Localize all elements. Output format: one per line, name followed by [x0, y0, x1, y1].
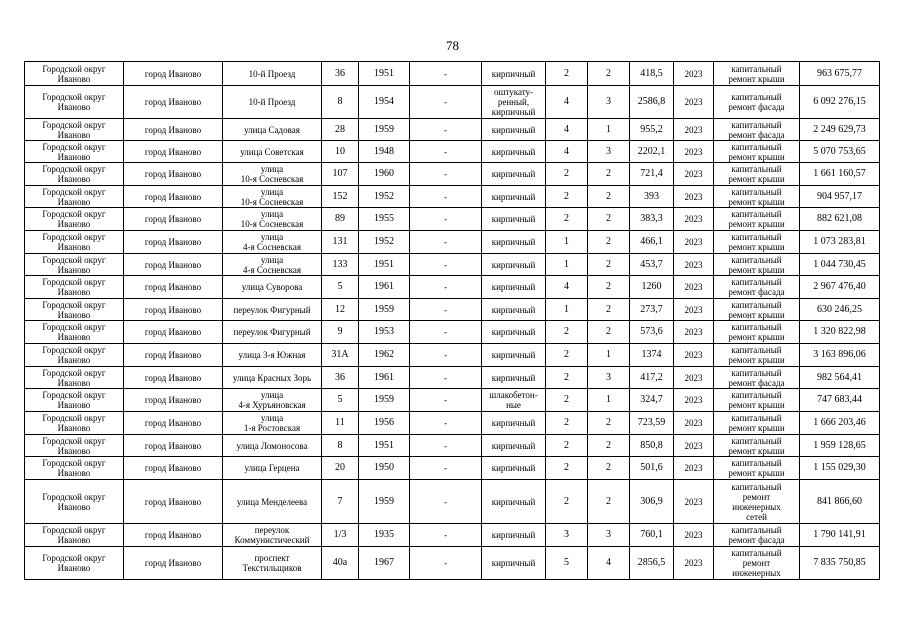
table-row: [25, 547, 880, 580]
plan-year-cell: 2023: [674, 119, 714, 141]
area-cell: 306,9: [630, 480, 674, 524]
city-cell: город Иваново: [124, 186, 223, 208]
street-cell: переулок Фигурный: [223, 299, 322, 321]
cost-cell: 841 866,60: [800, 480, 880, 524]
cost-cell: 1 666 203,46: [800, 412, 880, 435]
city-cell: город Иваново: [124, 231, 223, 254]
dash-cell: -: [410, 547, 482, 580]
house-number-cell: 131: [322, 231, 359, 254]
street-cell: улица Советская: [223, 141, 322, 163]
wall-material-cell: кирпичный: [482, 367, 546, 389]
build-year-cell: 1959: [359, 389, 410, 412]
district-cell: Городской округ Иваново: [25, 163, 124, 186]
district-cell: Городской округ Иваново: [25, 547, 124, 580]
work-type-cell: капитальный ремонт крыши: [714, 299, 800, 321]
table-row: [25, 389, 880, 412]
floors-cell: 4: [546, 86, 588, 119]
plan-year-cell: 2023: [674, 254, 714, 276]
plan-year-cell: 2023: [674, 299, 714, 321]
work-type-cell: капитальный ремонт крыши: [714, 62, 800, 86]
area-cell: 1260: [630, 276, 674, 299]
table-row: [25, 412, 880, 435]
cost-cell: 1 155 029,30: [800, 457, 880, 480]
wall-material-cell: кирпичный: [482, 163, 546, 186]
work-type-cell: капитальный ремонт крыши: [714, 186, 800, 208]
build-year-cell: 1952: [359, 231, 410, 254]
district-cell: Городской округ Иваново: [25, 119, 124, 141]
district-cell: Городской округ Иваново: [25, 367, 124, 389]
cost-cell: 747 683,44: [800, 389, 880, 412]
cost-cell: 5 070 753,65: [800, 141, 880, 163]
district-cell: Городской округ Иваново: [25, 299, 124, 321]
cost-cell: 2 967 476,40: [800, 276, 880, 299]
cost-cell: 1 661 160,57: [800, 163, 880, 186]
entrances-cell: 2: [588, 208, 630, 231]
floors-cell: 4: [546, 141, 588, 163]
floors-cell: 5: [546, 547, 588, 580]
wall-material-cell: кирпичный: [482, 321, 546, 344]
entrances-cell: 3: [588, 141, 630, 163]
house-number-cell: 133: [322, 254, 359, 276]
build-year-cell: 1948: [359, 141, 410, 163]
street-cell: проспект Текстильщиков: [223, 547, 322, 580]
entrances-cell: 2: [588, 435, 630, 457]
dash-cell: -: [410, 435, 482, 457]
wall-material-cell: кирпичный: [482, 62, 546, 86]
street-cell: улица Суворова: [223, 276, 322, 299]
dash-cell: -: [410, 524, 482, 547]
street-cell: улица 4-я Сосневская: [223, 254, 322, 276]
cost-cell: 7 835 750,85: [800, 547, 880, 580]
plan-year-cell: 2023: [674, 480, 714, 524]
table-row: [25, 276, 880, 299]
area-cell: 383,3: [630, 208, 674, 231]
table-row: [25, 62, 880, 86]
cost-cell: 630 246,25: [800, 299, 880, 321]
wall-material-cell: кирпичный: [482, 231, 546, 254]
area-cell: 760,1: [630, 524, 674, 547]
dash-cell: -: [410, 86, 482, 119]
district-cell: Городской округ Иваново: [25, 276, 124, 299]
cost-cell: 982 564,41: [800, 367, 880, 389]
work-type-cell: капитальный ремонт фасада: [714, 276, 800, 299]
street-cell: улица Ломоносова: [223, 435, 322, 457]
entrances-cell: 3: [588, 86, 630, 119]
build-year-cell: 1955: [359, 208, 410, 231]
entrances-cell: 2: [588, 62, 630, 86]
build-year-cell: 1952: [359, 186, 410, 208]
table-row: [25, 435, 880, 457]
entrances-cell: 1: [588, 389, 630, 412]
area-cell: 273,7: [630, 299, 674, 321]
work-type-cell: капитальный ремонт крыши: [714, 141, 800, 163]
plan-year-cell: 2023: [674, 208, 714, 231]
build-year-cell: 1962: [359, 344, 410, 367]
wall-material-cell: кирпичный: [482, 119, 546, 141]
cost-cell: 1 320 822,98: [800, 321, 880, 344]
floors-cell: 2: [546, 344, 588, 367]
floors-cell: 1: [546, 231, 588, 254]
work-type-cell: капитальный ремонт крыши: [714, 231, 800, 254]
house-number-cell: 152: [322, 186, 359, 208]
work-type-cell: капитальный ремонт крыши: [714, 435, 800, 457]
city-cell: город Иваново: [124, 480, 223, 524]
table-row: [25, 119, 880, 141]
city-cell: город Иваново: [124, 367, 223, 389]
table-row: [25, 86, 880, 119]
district-cell: Городской округ Иваново: [25, 62, 124, 86]
build-year-cell: 1959: [359, 480, 410, 524]
floors-cell: 2: [546, 321, 588, 344]
house-number-cell: 89: [322, 208, 359, 231]
plan-year-cell: 2023: [674, 389, 714, 412]
work-type-cell: капитальный ремонт крыши: [714, 321, 800, 344]
area-cell: 721,4: [630, 163, 674, 186]
city-cell: город Иваново: [124, 299, 223, 321]
entrances-cell: 4: [588, 547, 630, 580]
wall-material-cell: кирпичный: [482, 524, 546, 547]
district-cell: Городской округ Иваново: [25, 524, 124, 547]
wall-material-cell: кирпичный: [482, 141, 546, 163]
build-year-cell: 1959: [359, 119, 410, 141]
dash-cell: -: [410, 119, 482, 141]
entrances-cell: 2: [588, 480, 630, 524]
area-cell: 453,7: [630, 254, 674, 276]
wall-material-cell: кирпичный: [482, 412, 546, 435]
house-number-cell: 1/3: [322, 524, 359, 547]
wall-material-cell: шлакобетон- ные: [482, 389, 546, 412]
city-cell: город Иваново: [124, 62, 223, 86]
table-row: [25, 208, 880, 231]
district-cell: Городской округ Иваново: [25, 457, 124, 480]
plan-year-cell: 2023: [674, 62, 714, 86]
entrances-cell: 2: [588, 186, 630, 208]
city-cell: город Иваново: [124, 141, 223, 163]
page-number: 78: [446, 38, 459, 53]
wall-material-cell: кирпичный: [482, 186, 546, 208]
house-number-cell: 20: [322, 457, 359, 480]
work-type-cell: капитальный ремонт крыши: [714, 163, 800, 186]
district-cell: Городской округ Иваново: [25, 86, 124, 119]
floors-cell: 2: [546, 389, 588, 412]
dash-cell: -: [410, 321, 482, 344]
work-type-cell: капитальный ремонт фасада: [714, 86, 800, 119]
plan-year-cell: 2023: [674, 412, 714, 435]
dash-cell: -: [410, 344, 482, 367]
city-cell: город Иваново: [124, 276, 223, 299]
entrances-cell: 2: [588, 299, 630, 321]
work-type-cell: капитальный ремонт крыши: [714, 412, 800, 435]
dash-cell: -: [410, 231, 482, 254]
dash-cell: -: [410, 163, 482, 186]
street-cell: улица 4-я Хуръяновская: [223, 389, 322, 412]
dash-cell: -: [410, 276, 482, 299]
district-cell: Городской округ Иваново: [25, 231, 124, 254]
wall-material-cell: кирпичный: [482, 254, 546, 276]
house-number-cell: 10: [322, 141, 359, 163]
entrances-cell: 2: [588, 276, 630, 299]
work-type-cell: капитальный ремонт фасада: [714, 524, 800, 547]
street-cell: улица 1-я Ростовская: [223, 412, 322, 435]
area-cell: 418,5: [630, 62, 674, 86]
entrances-cell: 1: [588, 344, 630, 367]
street-cell: улица 10-я Сосневская: [223, 186, 322, 208]
floors-cell: 2: [546, 208, 588, 231]
district-cell: Городской округ Иваново: [25, 344, 124, 367]
cost-cell: 3 163 896,06: [800, 344, 880, 367]
plan-year-cell: 2023: [674, 186, 714, 208]
work-type-cell: капитальный ремонт инженерных: [714, 547, 800, 580]
build-year-cell: 1967: [359, 547, 410, 580]
entrances-cell: 3: [588, 524, 630, 547]
wall-material-cell: кирпичный: [482, 547, 546, 580]
street-cell: улица 10-я Сосневская: [223, 208, 322, 231]
plan-year-cell: 2023: [674, 86, 714, 119]
city-cell: город Иваново: [124, 412, 223, 435]
work-type-cell: капитальный ремонт крыши: [714, 457, 800, 480]
city-cell: город Иваново: [124, 389, 223, 412]
house-number-cell: 31А: [322, 344, 359, 367]
district-cell: Городской округ Иваново: [25, 141, 124, 163]
entrances-cell: 2: [588, 254, 630, 276]
table-row: [25, 344, 880, 367]
dash-cell: -: [410, 299, 482, 321]
city-cell: город Иваново: [124, 457, 223, 480]
street-cell: улица 10-я Сосневская: [223, 163, 322, 186]
city-cell: город Иваново: [124, 208, 223, 231]
work-type-cell: капитальный ремонт крыши: [714, 208, 800, 231]
housing-repair-table: [24, 61, 880, 580]
floors-cell: 1: [546, 299, 588, 321]
floors-cell: 2: [546, 186, 588, 208]
wall-material-cell: кирпичный: [482, 435, 546, 457]
plan-year-cell: 2023: [674, 457, 714, 480]
city-cell: город Иваново: [124, 435, 223, 457]
area-cell: 466,1: [630, 231, 674, 254]
floors-cell: 2: [546, 412, 588, 435]
plan-year-cell: 2023: [674, 547, 714, 580]
district-cell: Городской округ Иваново: [25, 435, 124, 457]
street-cell: улица Герцена: [223, 457, 322, 480]
table-row: [25, 299, 880, 321]
area-cell: 1374: [630, 344, 674, 367]
table-row: [25, 480, 880, 524]
table-row: [25, 321, 880, 344]
build-year-cell: 1951: [359, 62, 410, 86]
cost-cell: 1 790 141,91: [800, 524, 880, 547]
area-cell: 417,2: [630, 367, 674, 389]
city-cell: город Иваново: [124, 547, 223, 580]
city-cell: город Иваново: [124, 86, 223, 119]
dash-cell: -: [410, 412, 482, 435]
floors-cell: 4: [546, 276, 588, 299]
house-number-cell: 40а: [322, 547, 359, 580]
cost-cell: 904 957,17: [800, 186, 880, 208]
wall-material-cell: кирпичный: [482, 480, 546, 524]
table-row: [25, 186, 880, 208]
entrances-cell: 2: [588, 457, 630, 480]
dash-cell: -: [410, 367, 482, 389]
floors-cell: 4: [546, 119, 588, 141]
district-cell: Городской округ Иваново: [25, 480, 124, 524]
table-row: [25, 524, 880, 547]
build-year-cell: 1959: [359, 299, 410, 321]
build-year-cell: 1961: [359, 367, 410, 389]
house-number-cell: 36: [322, 62, 359, 86]
floors-cell: 2: [546, 163, 588, 186]
house-number-cell: 28: [322, 119, 359, 141]
city-cell: город Иваново: [124, 344, 223, 367]
table-row: [25, 457, 880, 480]
floors-cell: 2: [546, 367, 588, 389]
dash-cell: -: [410, 254, 482, 276]
area-cell: 573,6: [630, 321, 674, 344]
build-year-cell: 1956: [359, 412, 410, 435]
street-cell: 10-й Проезд: [223, 62, 322, 86]
plan-year-cell: 2023: [674, 231, 714, 254]
cost-cell: 1 959 128,65: [800, 435, 880, 457]
entrances-cell: 2: [588, 231, 630, 254]
build-year-cell: 1953: [359, 321, 410, 344]
build-year-cell: 1951: [359, 435, 410, 457]
district-cell: Городской округ Иваново: [25, 389, 124, 412]
table-row: [25, 254, 880, 276]
dash-cell: -: [410, 141, 482, 163]
dash-cell: -: [410, 186, 482, 208]
house-number-cell: 5: [322, 389, 359, 412]
build-year-cell: 1960: [359, 163, 410, 186]
area-cell: 955,2: [630, 119, 674, 141]
house-number-cell: 8: [322, 86, 359, 119]
wall-material-cell: кирпичный: [482, 299, 546, 321]
floors-cell: 3: [546, 524, 588, 547]
dash-cell: -: [410, 62, 482, 86]
area-cell: 850,8: [630, 435, 674, 457]
cost-cell: 2 249 629,73: [800, 119, 880, 141]
wall-material-cell: кирпичный: [482, 276, 546, 299]
house-number-cell: 107: [322, 163, 359, 186]
cost-cell: 6 092 276,15: [800, 86, 880, 119]
build-year-cell: 1961: [359, 276, 410, 299]
city-cell: город Иваново: [124, 321, 223, 344]
district-cell: Городской округ Иваново: [25, 254, 124, 276]
work-type-cell: капитальный ремонт фасада: [714, 367, 800, 389]
area-cell: 324,7: [630, 389, 674, 412]
house-number-cell: 8: [322, 435, 359, 457]
area-cell: 2856,5: [630, 547, 674, 580]
district-cell: Городской округ Иваново: [25, 186, 124, 208]
house-number-cell: 12: [322, 299, 359, 321]
work-type-cell: капитальный ремонт крыши: [714, 344, 800, 367]
cost-cell: 1 073 283,81: [800, 231, 880, 254]
city-cell: город Иваново: [124, 119, 223, 141]
build-year-cell: 1935: [359, 524, 410, 547]
work-type-cell: капитальный ремонт фасада: [714, 119, 800, 141]
floors-cell: 1: [546, 254, 588, 276]
plan-year-cell: 2023: [674, 344, 714, 367]
district-cell: Городской округ Иваново: [25, 321, 124, 344]
house-number-cell: 7: [322, 480, 359, 524]
plan-year-cell: 2023: [674, 367, 714, 389]
plan-year-cell: 2023: [674, 321, 714, 344]
house-number-cell: 36: [322, 367, 359, 389]
entrances-cell: 2: [588, 412, 630, 435]
wall-material-cell: кирпичный: [482, 344, 546, 367]
dash-cell: -: [410, 208, 482, 231]
entrances-cell: 2: [588, 321, 630, 344]
dash-cell: -: [410, 480, 482, 524]
house-number-cell: 9: [322, 321, 359, 344]
cost-cell: 963 675,77: [800, 62, 880, 86]
plan-year-cell: 2023: [674, 276, 714, 299]
table-row: [25, 367, 880, 389]
dash-cell: -: [410, 457, 482, 480]
street-cell: улица Садовая: [223, 119, 322, 141]
street-cell: улица Менделеева: [223, 480, 322, 524]
street-cell: переулок Коммунистический: [223, 524, 322, 547]
dash-cell: -: [410, 389, 482, 412]
district-cell: Городской округ Иваново: [25, 412, 124, 435]
area-cell: 393: [630, 186, 674, 208]
area-cell: 501,6: [630, 457, 674, 480]
work-type-cell: капитальный ремонт инженерных сетей: [714, 480, 800, 524]
build-year-cell: 1954: [359, 86, 410, 119]
table-row: [25, 231, 880, 254]
street-cell: улица 3-я Южная: [223, 344, 322, 367]
house-number-cell: 11: [322, 412, 359, 435]
city-cell: город Иваново: [124, 524, 223, 547]
entrances-cell: 3: [588, 367, 630, 389]
street-cell: улица 4-я Сосневская: [223, 231, 322, 254]
wall-material-cell: кирпичный: [482, 457, 546, 480]
floors-cell: 2: [546, 62, 588, 86]
plan-year-cell: 2023: [674, 141, 714, 163]
build-year-cell: 1951: [359, 254, 410, 276]
area-cell: 2586,8: [630, 86, 674, 119]
floors-cell: 2: [546, 457, 588, 480]
floors-cell: 2: [546, 480, 588, 524]
cost-cell: 882 621,08: [800, 208, 880, 231]
area-cell: 723,59: [630, 412, 674, 435]
area-cell: 2202,1: [630, 141, 674, 163]
wall-material-cell: оштукату- ренный, кирпичный: [482, 86, 546, 119]
street-cell: улица Красных Зорь: [223, 367, 322, 389]
entrances-cell: 2: [588, 163, 630, 186]
plan-year-cell: 2023: [674, 435, 714, 457]
plan-year-cell: 2023: [674, 163, 714, 186]
floors-cell: 2: [546, 435, 588, 457]
build-year-cell: 1950: [359, 457, 410, 480]
wall-material-cell: кирпичный: [482, 208, 546, 231]
city-cell: город Иваново: [124, 163, 223, 186]
district-cell: Городской округ Иваново: [25, 208, 124, 231]
city-cell: город Иваново: [124, 254, 223, 276]
table-row: [25, 163, 880, 186]
entrances-cell: 1: [588, 119, 630, 141]
street-cell: переулок Фигурный: [223, 321, 322, 344]
work-type-cell: капитальный ремонт крыши: [714, 389, 800, 412]
table-row: [25, 141, 880, 163]
cost-cell: 1 044 730,45: [800, 254, 880, 276]
street-cell: 10-й Проезд: [223, 86, 322, 119]
plan-year-cell: 2023: [674, 524, 714, 547]
house-number-cell: 5: [322, 276, 359, 299]
work-type-cell: капитальный ремонт крыши: [714, 254, 800, 276]
